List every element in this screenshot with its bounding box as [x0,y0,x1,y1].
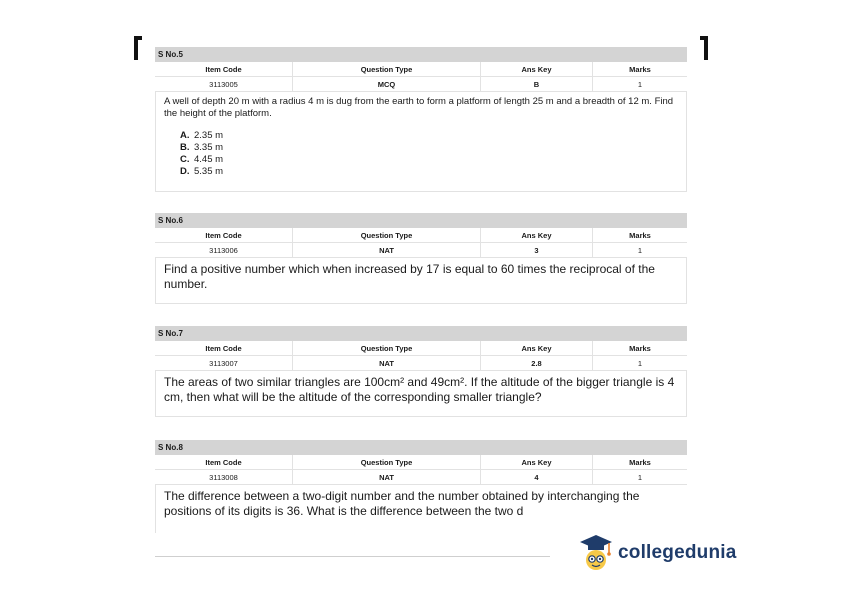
question-meta-table [155,62,687,92]
option-letter: D. [180,166,190,177]
option-b [180,142,678,154]
marks-value: 1 [593,470,687,485]
question-type-header: Question Type [293,341,481,356]
item-code-header: Item Code [155,228,293,243]
corner-mark-left-icon [134,36,142,60]
option-letter: A. [180,130,190,141]
logo-text: collegedunia [618,542,737,563]
question-block-6 [155,213,687,304]
ans-key-value: B [481,77,593,92]
question-type-value: MCQ [293,77,481,92]
option-value: 4.45 m [194,154,224,165]
question-body [155,485,687,533]
option-value: 3.35 m [194,142,224,153]
option-a [180,130,678,142]
question-text: Find a positive number which when increased by 17 is equal to 60 times the reciprocal of the number. [164,262,655,291]
item-code-value: 3113007 [155,356,293,371]
item-code-header: Item Code [155,455,293,470]
question-text: The areas of two similar triangles are 100cm² and 49cm². If the altitude of the bigger triangle is 4 cm, then what will be the altitude of the corresponding smaller triangle? [164,375,675,404]
marks-header: Marks [593,455,687,470]
option-value: 5.35 m [194,166,224,177]
ans-key-value: 3 [481,243,593,258]
ans-key-header: Ans Key [481,341,593,356]
question-type-value: NAT [293,243,481,258]
ans-key-value: 2.8 [481,356,593,371]
item-code-value: 3113005 [155,77,293,92]
serial-number: S No.8 [155,440,687,455]
marks-header: Marks [593,62,687,77]
item-code-header: Item Code [155,62,293,77]
marks-value: 1 [593,77,687,92]
question-type-value: NAT [293,470,481,485]
collegedunia-logo [578,530,737,576]
ans-key-header: Ans Key [481,62,593,77]
option-value: 2.35 m [194,130,224,141]
question-body [155,92,687,192]
serial-number: S No.6 [155,213,687,228]
question-meta-table [155,455,687,485]
serial-number: S No.5 [155,47,687,62]
option-letter: B. [180,142,190,153]
option-letter: C. [180,154,190,165]
question-meta-table [155,228,687,258]
corner-mark-right-icon [700,36,708,60]
question-text: A well of depth 20 m with a radius 4 m is dug from the earth to form a platform of length 25 m and a breadth of 12 m. Find the height of the platform. [164,96,674,119]
question-text: The difference between a two-digit number and the number obtained by interchanging the positions of its digits is 36. What is the difference between the two d [164,489,640,518]
question-block-5 [155,47,687,192]
question-block-7 [155,326,687,417]
question-body [155,258,687,304]
option-d [180,166,678,178]
item-code-value: 3113008 [155,470,293,485]
question-type-header: Question Type [293,455,481,470]
bottom-divider [155,556,550,557]
ans-key-header: Ans Key [481,228,593,243]
question-type-header: Question Type [293,228,481,243]
question-block-8 [155,440,687,533]
question-type-header: Question Type [293,62,481,77]
ans-key-value: 4 [481,470,593,485]
ans-key-header: Ans Key [481,455,593,470]
marks-header: Marks [593,228,687,243]
item-code-value: 3113006 [155,243,293,258]
marks-value: 1 [593,243,687,258]
options-list [164,130,678,178]
item-code-header: Item Code [155,341,293,356]
option-c [180,154,678,166]
question-meta-table [155,341,687,371]
graduate-cap-mascot-icon [578,533,614,573]
question-type-value: NAT [293,356,481,371]
marks-header: Marks [593,341,687,356]
serial-number: S No.7 [155,326,687,341]
question-body [155,371,687,417]
marks-value: 1 [593,356,687,371]
